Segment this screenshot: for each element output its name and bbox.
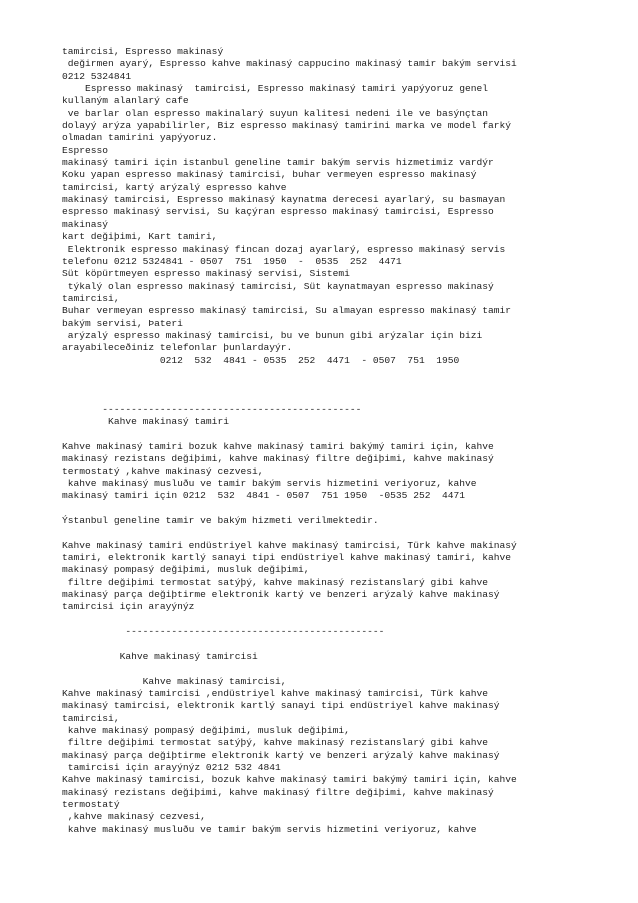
document-body-text: tamircisi, Espresso makinasý değirmen ayarý, Espresso kahve makinasý cappucino makinasý tamir bakým servisi 0212 5324841 Espresso makinasý tamircisi, Espresso makinasý tamiri yapýyoruz genel kullaným alanlarý cafe ve barlar olan espresso makinalarý suyun kalitesi nedeni ile ve basýnçtan dolayý arýza yapabilirler, Biz espresso makinasý tamirini marka ve model farký olmadan tamirini yapýyoruz. Espresso makinasý tamiri için istanbul geneline tamir bakým servis hizmetimiz vardýr Koku yapan espresso makinasý tamircisi, buhar vermeyen espresso makinasý tamircisi, kartý arýzalý espresso kahve makinasý tamircisi, Espresso makinasý kaynatma derecesi ayarlarý, su basmayan espresso makinasý servisi, Su kaçýran espresso makinasý tamircisi, Espresso makinasý kart değiþimi, Kart tamiri, Elektronik espresso makinasý fincan dozaj ayarlarý, espresso makinasý servis telefonu 0212 5324841 - 0507 751 1950 - 0535 252 4471 Süt köpürtmeyen espresso makinasý servisi, Sistemi týkalý olan espresso makinasý tamircisi, Süt kaynatmayan espresso makinasý tamircisi, Buhar vermeyan espresso makinasý tamircisi, Su almayan espresso makinasý tamir bakým servisi, Þateri arýzalý espresso makinasý tamircisi, bu ve bunun gibi arýzalar için bizi arayabileceðiniz telefonlar þunlardayýr. 0212 532 4841 - 0535 252 4471 - 0507 751 1950 --------------------------------------------- Kahve makinasý tamiri Kahve makinasý tamiri bozuk kahve makinasý tamiri bakýmý tamiri için, kahve makinasý rezistans değiþimi, kahve makinasý filtre değiþimi, kahve makinasý termostatý ,kahve makinasý cezvesi, kahve makinasý musluðu ve tamir bakým servis hizmetini veriyoruz, kahve makinasý tamiri için 0212 532 4841 - 0507 751 1950 -0535 252 4471 Ýstanbul geneline tamir ve bakým hizmeti verilmektedir. Kahve makinasý tamiri endüstriyel kahve makinasý tamircisi, Türk kahve makinasý tamiri, elektronik kartlý sanayi tipi endüstriyel kahve makinasý tamiri, kahve makinasý pompasý değiþimi, musluk değiþimi, filtre değiþimi termostat satýþý, kahve makinasý rezistanslarý gibi kahve makinasý parça değiþtirme elektronik kartý ve benzeri arýzalý kahve makinasý tamircisi için arayýnýz --------------------------------------------- Kahve makinasý tamircisi Kahve makinasý tamircisi, Kahve makinasý tamircisi ,endüstriyel kahve makinasý tamircisi, Türk kahve makinasý tamircisi, elektronik kartlý sanayi tipi endüstriyel kahve makinasý tamircisi, kahve makinasý pompasý değiþimi, musluk değiþimi, filtre değiþimi termostat satýþý, kahve makinasý rezistanslarý gibi kahve makinasý parça değiþtirme elektronik kartý ve benzeri arýzalý kahve makinasý tamircisi için arayýnýz 0212 532 4841 Kahve makinasý tamircisi, bozuk kahve makinasý tamiri bakýmý tamiri için, kahve makinasý rezistans değiþimi, kahve makinasý filtre değiþimi, kahve makinasý termostatý ,kahve makinasý cezvesi, kahve makinasý musluðu ve tamir bakým servis hizmetini veriyoruz, kahve: [62, 46, 517, 835]
